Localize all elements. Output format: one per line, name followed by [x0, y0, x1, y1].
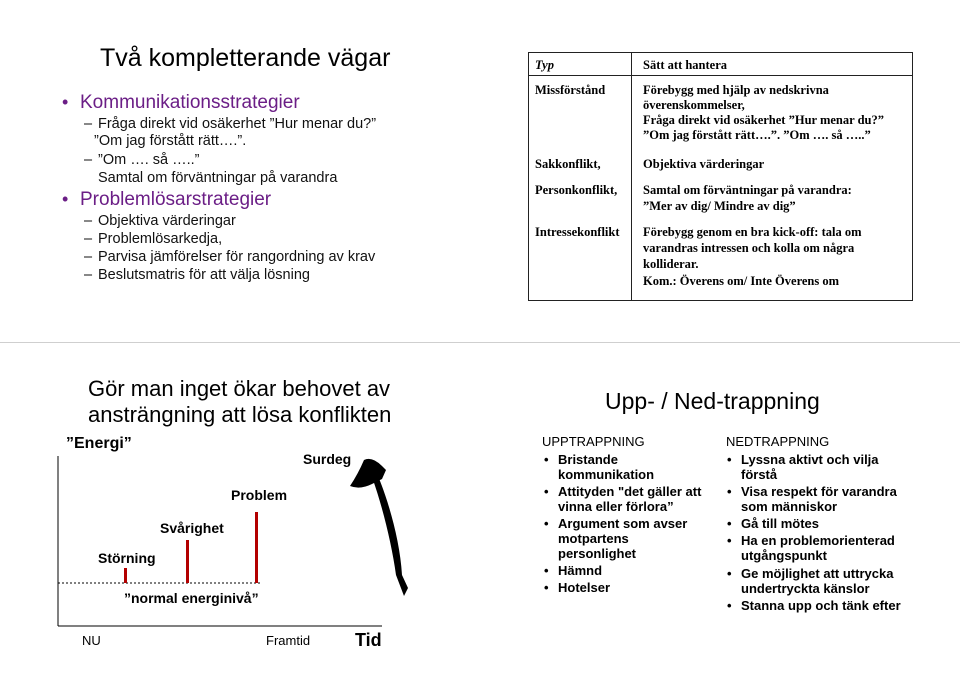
- list-item-line: Visa respekt för varandra: [741, 484, 897, 499]
- title-line: Gör man inget ökar behovet av: [88, 376, 391, 401]
- list-item-line: Ge möjlighet att uttrycka: [741, 566, 894, 581]
- bullet-dot: •: [62, 92, 69, 112]
- list-item-line: som människor: [741, 499, 838, 514]
- table-cell-method: Kom.: Överens om/ Inte Överens om: [643, 274, 840, 288]
- list-item: • Bristande kommunikation: [544, 452, 655, 482]
- table-cell-method: överenskommelser,: [643, 98, 745, 112]
- list-item: • Gå till mötes: [727, 516, 820, 531]
- label-nu: NU: [82, 633, 101, 648]
- pole-svarighet: [186, 540, 189, 583]
- table-cell-method: Fråga direkt vid osäkerhet ”Hur menar du?”: [643, 113, 884, 127]
- list-item-line: undertryckta känslor: [741, 581, 870, 596]
- list-item: • Argument som avser motpartens personlighet: [544, 516, 688, 561]
- list-item-line: utgångspunkt: [741, 548, 827, 563]
- bullet-text: Kommunikationsstrategier: [80, 92, 300, 113]
- label-framtid: Framtid: [266, 633, 311, 648]
- slide4-title: Upp- / Ned-trappning: [605, 388, 820, 414]
- slide1-title: Två kompletterande vägar: [100, 44, 391, 72]
- bullet-text: Samtal om förväntningar på varandra: [98, 170, 338, 186]
- table-cell-method: ”Om jag förstått rätt….”. ”Om …. så …..”: [643, 128, 871, 142]
- bullet-text: ”Om …. så …..”: [98, 152, 200, 168]
- title-line: ansträngning att lösa konflikten: [88, 402, 392, 427]
- table-cell-method: Förebygg med hjälp av nedskrivna: [643, 83, 829, 97]
- list-item: • Stanna upp och tänk efter: [727, 598, 901, 613]
- bullet-text: Fråga direkt vid osäkerhet ”Hur menar du?”: [98, 116, 377, 132]
- table-cell-type: Personkonflikt,: [535, 183, 618, 197]
- bullet-text: Beslutsmatris för att välja lösning: [98, 267, 310, 283]
- table-cell-method: Objektiva värderingar: [643, 157, 765, 171]
- list-item-line: Argument som avser: [558, 516, 688, 531]
- list-item-line: Hotelser: [558, 580, 611, 595]
- list-item: • Ha en problemorienterad utgångspunkt: [727, 533, 895, 563]
- table-cell-type: Intressekonflikt: [535, 225, 620, 239]
- list-item: • Hotelser: [544, 580, 611, 595]
- bullet-dot: •: [62, 189, 69, 209]
- list-item: • Attityden "det gäller att vinna eller förlora”: [544, 484, 702, 514]
- table-cell-type: Sakkonflikt,: [535, 157, 601, 171]
- list-item: • Lyssna aktivt och vilja förstå: [727, 452, 879, 482]
- list-item-line: Hämnd: [558, 563, 603, 578]
- table-header-method: Sätt att hantera: [643, 58, 728, 72]
- list-item-line: Attityden "det gäller att: [558, 484, 702, 499]
- list-item: • Visa respekt för varandra som människor: [727, 484, 897, 514]
- list-item-line: kommunikation: [558, 467, 655, 482]
- label-svarighet: Svårighet: [160, 520, 224, 536]
- table-cell-method: ”Mer av dig/ Mindre av dig”: [643, 199, 796, 213]
- list-item-line: Stanna upp och tänk efter: [741, 598, 901, 613]
- label-tid: Tid: [355, 630, 382, 650]
- table-cell-type: Missförstånd: [535, 83, 606, 97]
- bullet-text: Objektiva värderingar: [98, 213, 236, 229]
- label-problem: Problem: [231, 487, 288, 503]
- label-normal-energy: ”normal energinivå”: [124, 590, 259, 606]
- table-cell-method: Samtal om förväntningar på varandra:: [643, 183, 852, 197]
- bullet-text: Problemlösarkedja,: [98, 231, 223, 247]
- list-item: • Ge möjlighet att uttrycka undertryckta känslor: [727, 566, 894, 596]
- table-cell-method: kolliderar.: [643, 257, 699, 271]
- pole-problem: [255, 512, 258, 583]
- table-header-typ: Typ: [535, 58, 554, 72]
- column-heading-upp: UPPTRAPPNING: [542, 434, 645, 449]
- label-storning: Störning: [98, 550, 156, 566]
- list-item-line: Ha en problemorienterad: [741, 533, 895, 548]
- list-item-line: Gå till mötes: [741, 516, 820, 531]
- table-cell-method: Förebygg genom en bra kick-off: tala om: [643, 225, 862, 239]
- list-item-line: Bristande: [558, 452, 618, 467]
- list-item-line: motpartens: [558, 531, 629, 546]
- column-heading-ned: NEDTRAPPNING: [726, 434, 830, 449]
- list-item-line: Lyssna aktivt och vilja: [741, 452, 879, 467]
- table-cell-method: varandras intressen och kolla om några: [643, 241, 855, 255]
- pole-storning: [124, 568, 127, 583]
- label-surdeg: Surdeg: [303, 451, 352, 467]
- list-item-line: förstå: [741, 467, 778, 482]
- list-item-line: vinna eller förlora”: [558, 499, 674, 514]
- energy-axis-label: ”Energi”: [66, 435, 132, 452]
- list-item-line: personlighet: [558, 546, 637, 561]
- bullet-text: ”Om jag förstått rätt….”.: [94, 133, 247, 149]
- bullet-text: Parvisa jämförelser för rangordning av krav: [98, 249, 376, 265]
- list-item: • Hämnd: [544, 563, 603, 578]
- bullet-text: Problemlösarstrategier: [80, 189, 272, 210]
- axe-icon: [350, 459, 408, 596]
